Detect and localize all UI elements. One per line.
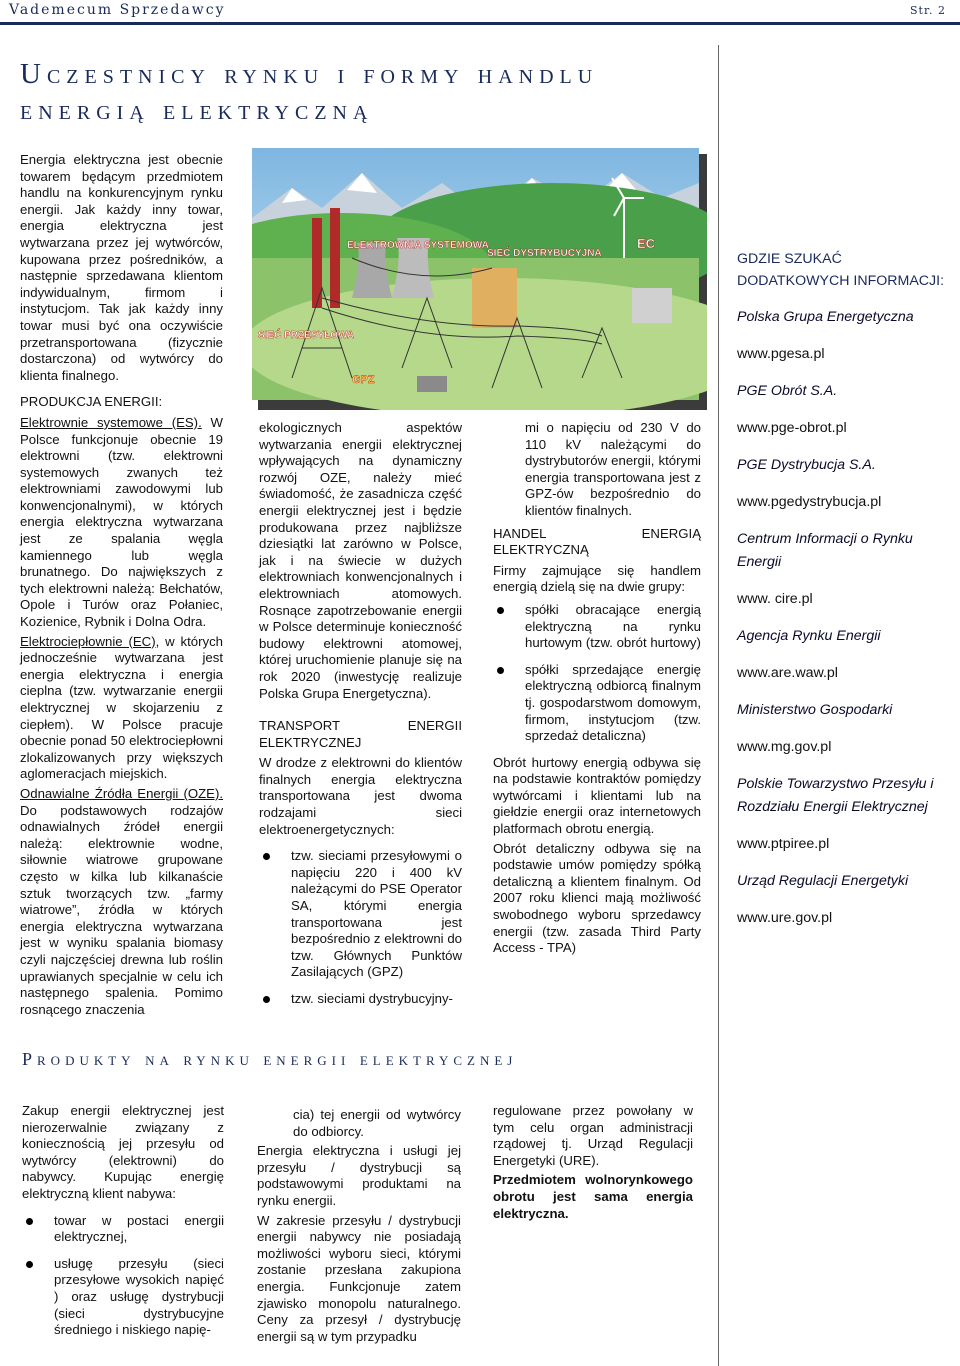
transport-heading: TRANSPORT ENERGII ELEKTRYCZNEJ [259,718,462,750]
info-sidebar [737,248,947,944]
sidebar-link-pgedystrybucja[interactable]: www.pgedystrybucja.pl [737,494,882,510]
title-line-2: energią elektryczną [20,94,374,126]
list-item: towar w postaci energii elektrycznej, [22,1213,224,1246]
sidebar-org-pge-dystrybucja: PGE Dystrybucja S.A. [737,457,876,473]
sidebar-link-cire[interactable]: www. cire.pl [737,591,813,607]
products-col2-p1: Energia elektryczna i usługi jej przesyłu / dystrybucji są podstawowymi produktami na rynku energii. [257,1143,461,1208]
sidebar-org-are: Agencja Rynku Energii [737,628,881,644]
list-item: tzw. sieciami dystrybucyjny- [259,991,462,1008]
sidebar-org-pge: Polska Grupa Energetyczna [737,309,914,325]
intro-text: Energia elektryczna jest obecnie towarem będącym przedmiotem handlu na konkurencyjnym rynku energii. Jak każdy inny towar, energia elektryczna jest wytwarzana przez jej wytwórców, kupowana przez pośredników, a następnie sprzedawana klientom indywidualnym, firmom i instytucjom. Tak jak każdy inny towar musi być ona oczywiście przetransportowana (fizycznie dostarczona) od wytwórcy do klienta finalnego. [20,152,223,383]
label-siec-przesylowa: SIEĆ PRZESYŁOWA [258,330,355,341]
column-2 [259,420,462,1018]
publication-name: Vademecum Sprzedawcy [9,2,226,18]
sidebar-org-ptpiree: Polskie Towarzystwo Przesyłu i Rozdziału Energii Elektrycznej [737,776,934,815]
col3-continuation: mi o napięciu od 230 V do 110 kV należącymi do dystrybutorów energii, którymi energia transportowana jest z GPZ-ów bezpośrednio do klientów finalnych. [525,420,701,518]
sidebar-org-ure: Urząd Regulacji Energetyki [737,873,909,889]
sidebar-org-mg: Ministerstwo Gospodarki [737,702,893,718]
ec-text: , w których jednocześnie wytwarzana jest energia elektryczna i energia cieplna (tzw. wytwarzanie energii elektrycznej w skojarzeniu z ciepłem). W Polsce pracuje obecnie ponad 50 elektrociepłowni zlokalizowanych przy większych aglomeracjach miejskich. [20,633,223,782]
sidebar-org-cire: Centrum Informacji o Rynku Energii [737,531,913,570]
ec-term: Elektrociepłownie (EC) [20,633,156,649]
sidebar-link-ure[interactable]: www.ure.gov.pl [737,910,833,926]
trade-heading: HANDEL ENERGIĄ ELEKTRYCZNĄ [493,525,701,558]
oze-term: Odnawialne Źródła Energii (OZE). [20,785,223,801]
label-ec: EC [637,236,656,251]
page-number: Str. 2 [910,4,946,17]
products-col3-p1: regulowane przez powołany w tym celu organ administracji rządowej tj. Urząd Regulacji Energetyki (URE). [493,1103,693,1168]
header-rule [0,22,960,25]
title-line-1: Uczestnicy rynku i formy handlu [20,58,599,90]
col2-continuation: ekologicznych aspektów wytwarzania energii elektrycznej wpływających na dynamiczny rozwój OZE, należy mieć świadomość, że zasadnicza część energii elektrycznej jest i będzie produkowana przez najbliższe dziesiątki lat zarówno w Polsce, jak i na świecie w dużych elektrowniach konwencjonalnych i elektrowniach atomowych. Rosnące zapotrzebowanie energii w Polsce determinuje konieczność budowy elektrowni atomowej, której uruchomienie planuje się na rok 2020 (inwestycję realizuje Polska Grupa Energetyczna). [259,420,462,701]
retail-text: Obrót detaliczny odbywa się na podstawie umów pomiędzy spółką detaliczną a klientem finalnym. Od 2007 roku klienci mają możliwość swobodnego wyboru sprzedawcy energii (tzw. zasada Third Party Access - TPA) [493,840,701,956]
sidebar-link-pge-obrot[interactable]: www.pge-obrot.pl [737,420,847,436]
transport-list [259,848,462,1007]
transport-text: W drodze z elektrowni do klientów finalnych energia elektryczna transportowana jest dwoma rodzajami sieci elektroenergetycznych: [259,755,462,837]
list-item: spółki sprzedające energię elektryczną odbiorcą finalnym tj. gospodarstwom domowym, firmom, instytucjom (tzw. sprzedaż detaliczna) [493,662,701,745]
list-item: spółki obracające energią elektryczną na rynku hurtowym (tzw. obrót hurtowy) [493,602,701,652]
products-col3-bold: Przedmiotem wolnorynkowego obrotu jest sama energia elektryczna. [493,1172,693,1221]
trade-text: Firmy zajmujące się handlem energią dzielą się na dwie grupy: [493,562,701,595]
products-column-3 [493,1103,693,1225]
products-col2-continuation: cia) tej energii od wytwórcy do odbiorcy. [293,1107,461,1139]
wholesale-text: Obrót hurtowy energią odbywa się na podstawie kontraktów pomiędzy wytwórcami i klientami lub na giełdzie energii oraz internetowych platformach obrotu energią. [493,754,701,837]
list-item: tzw. sieciami przesyłowymi o napięciu 220 i 400 kV należącymi do PSE Operator SA, którymi energia transportowana jest bezpośrednio z elektrowni do tzw. Głównych Punktów Zasilających (GPZ) [259,848,462,981]
es-text: W Polsce funkcjonuje obecnie 19 elektrowni (tzw. elektrowni systemowych zwanych też elektrowniami zawodowymi lub konwencjonalnymi), w których energia elektryczna wytwarzana jest ze spalania węgla kamiennego lub węgla brunatnego. Do największych z tych elektrowni należą: Bełchatów, Opole i Turów oraz Połaniec, Kozienice, Rybnik i Dolna Odra. [20,414,223,630]
label-elektrownia: ELEKTROWNIA SYSTEMOWA [347,240,489,251]
oze-paragraph [20,786,223,1018]
label-siec-dystrybucyjna: SIEĆ DYSTRYBUCYJNA [487,248,602,259]
oze-text: Do podstawowych rodzajów odnawialnych źródeł energii należą: elektrownie wodne, siłownie wiatrowe grupowane często w kilka lub kilkanaście sztuk tworzących tzw. „farmy wiatrowe”, źródła w których energia elektryczna wytwarzana jest w wyniku spalania biomasy czyli najczęściej drewna lub roślin uprawianych specjalnie w celu ich następnego spalenia. Pomimo rosnącego znaczenia [20,802,223,1017]
es-term: Elektrownie systemowe (ES). [20,414,202,430]
products-list [22,1213,224,1339]
section-title-products: Produkty na rynku energii elektrycznej [22,1049,518,1069]
sidebar-link-are[interactable]: www.are.waw.pl [737,665,838,681]
list-item: usługę przesyłu (sieci przesyłowe wysokich napięć ) oraz usługę dystrybucji (sieci dystrybucyjne średniego i niskiego napię- [22,1256,224,1339]
production-heading: PRODUKCJA ENERGII: [20,394,163,410]
products-column-2 [257,1107,461,1348]
label-gpz: GPZ [352,374,375,386]
sidebar-divider [718,45,719,1366]
page-title [20,56,710,128]
sidebar-link-pgesa[interactable]: www.pgesa.pl [737,346,825,362]
sidebar-org-pge-obrot: PGE Obrót S.A. [737,383,838,399]
energy-system-illustration [252,148,707,410]
sidebar-link-mg[interactable]: www.mg.gov.pl [737,739,832,755]
sidebar-link-ptpiree[interactable]: www.ptpiree.pl [737,836,830,852]
products-intro: Zakup energii elektrycznej jest nierozerwalnie związany z koniecznością jej przesyłu od wytwórcy (elektrowni) do nabywcy. Kupując energię elektryczną klient nabywa: [22,1103,224,1201]
trade-list [493,602,701,745]
sidebar-heading: GDZIE SZUKAĆ DODATKOWYCH INFORMACJI: [737,251,945,289]
products-column-1 [22,1103,224,1349]
es-paragraph [20,415,223,631]
column-3 [493,420,701,960]
column-1 [20,152,223,1021]
ec-paragraph [20,634,223,783]
products-col2-p2: W zakresie przesyłu / dystrybucji energii nabywcy nie posiadają możliwości wyboru sieci, którymi zostanie przesłana zakupiona energia. Funkcjonuje zatem zjawisko monopolu naturalnego. Ceny za przesył / dystrybucję energii są w tym przypadku [257,1212,461,1344]
